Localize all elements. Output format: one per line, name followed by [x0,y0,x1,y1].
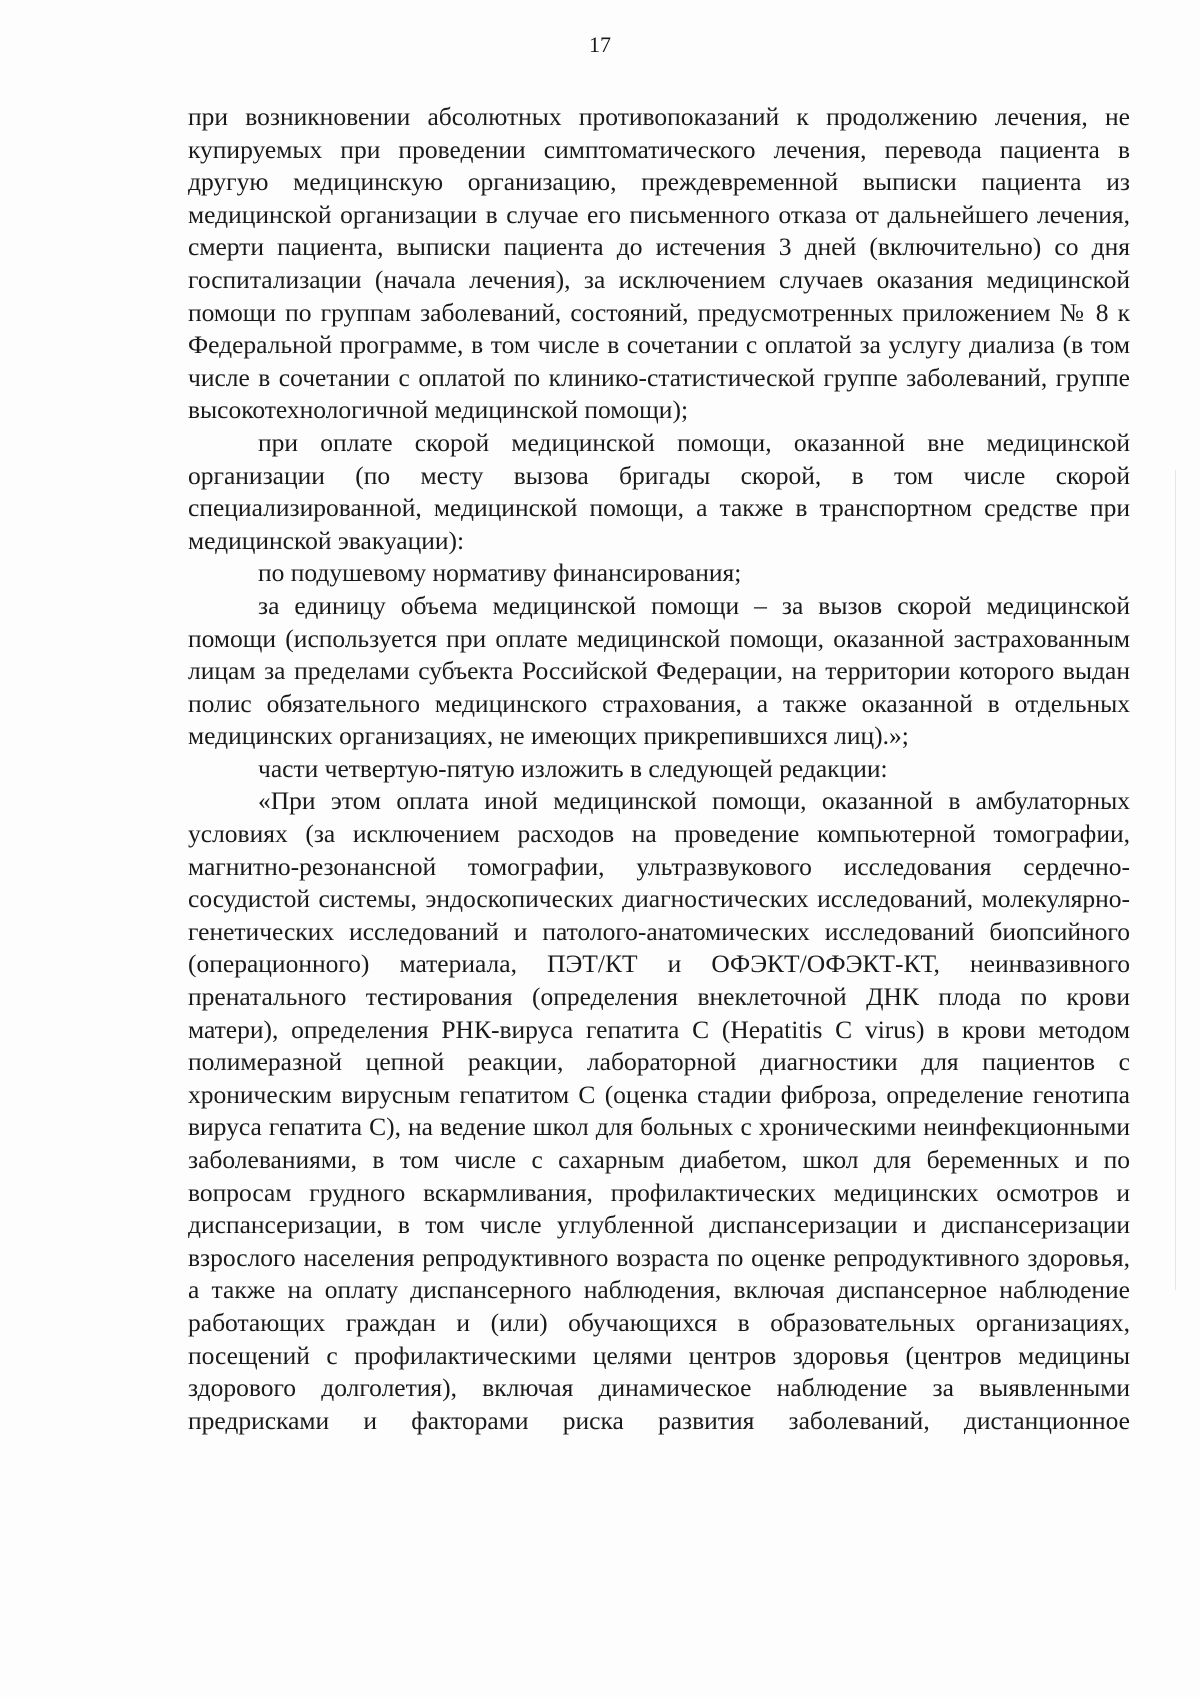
paragraph-per-capita: по подушевому нормативу финансирования; [258,558,742,588]
paragraph-outpatient-payment: «При этом оплата иной медицинской помощи, оказанной в амбулаторных условиях (за исключением расходов на проведение компьютерной томографии, магнитно-резонансной томографии, ультразвукового исследования сердечно-сосудистой системы, эндоскопических диагностических исследований, молекулярно-генетических исследований и патолого-анатомических исследований биопсийного (операционного) материала, ПЭТ/КТ и ОФЭКТ/ОФЭКТ-КТ, неинвазивного пренатального тестирования (определения внеклеточной ДНК плода по крови матери), определения РНК-вируса гепатита С (Hepatitis C virus) в крови методом полимеразной цепной реакции, лабораторной диагностики для пациентов с хроническим вирусным гепатитом С (оценка стадии фиброза, определение генотипа вируса гепатита С), на ведение школ для больных с хроническими неинфекционными заболеваниями, в том числе с сахарным диабетом, школ для беременных и по вопросам грудного вскармливания, профилактических медицинских осмотров и диспансеризации, в том числе углубленной диспансеризации и диспансеризации взрослого населения репродуктивного возраста по оценке репродуктивного здоровья, а также на оплату диспансерного наблюдения, включая диспансерное наблюдение работающих граждан и (или) обучающихся в образовательных организациях, посещений с профилактическими целями центров здоровья (центров медицины здорового долголетия), включая динамическое наблюдение за выявленными предрисками и факторами риска развития заболеваний, дистанционное [188,786,1130,1435]
page-number: 17 [589,32,611,57]
paragraph-ambulance-payment: при оплате скорой медицинской помощи, оказанной вне медицинской организации (по месту вызова бригады скорой, в том числе скорой специализированной, медицинской помощи, а также в транспортном средстве при медицинской эвакуации): [188,427,1130,555]
paragraph-treatment-interruption: при возникновении абсолютных противопоказаний к продолжению лечения, не купируемых при проведении симптоматического лечения, перевода пациента в другую медицинскую организацию, преждевременной выписки пациента из медицинской организации в случае его письменного отказа от дальнейшего лечения, смерти пациента, выписки пациента до истечения 3 дней (включительно) со дня госпитализации (начала лечения), за исключением случаев оказания медицинской помощи по группам заболеваний, состояний, предусмотренных приложением № 8 к Федеральной программе, в том числе в сочетании с оплатой за услугу диализа (в том числе в сочетании с оплатой по клинико-статистической группе заболеваний, группе высокотехнологичной медицинской помощи); [188,102,1130,425]
document-body [188,101,1130,1437]
paragraph-unit-of-volume: за единицу объема медицинской помощи – за вызов скорой медицинской помощи (используется при оплате медицинской помощи, оказанной застрахованным лицам за пределами субъекта Российской Федерации, на территории которого выдан полис обязательного медицинского страхования, а также оказанной в отдельных медицинских организациях, не имеющих прикрепившихся лиц).»; [188,590,1130,751]
paragraph-amendment-intro: части четвертую-пятую изложить в следующей редакции: [258,753,888,783]
scan-edge-mark [1175,470,1176,1290]
